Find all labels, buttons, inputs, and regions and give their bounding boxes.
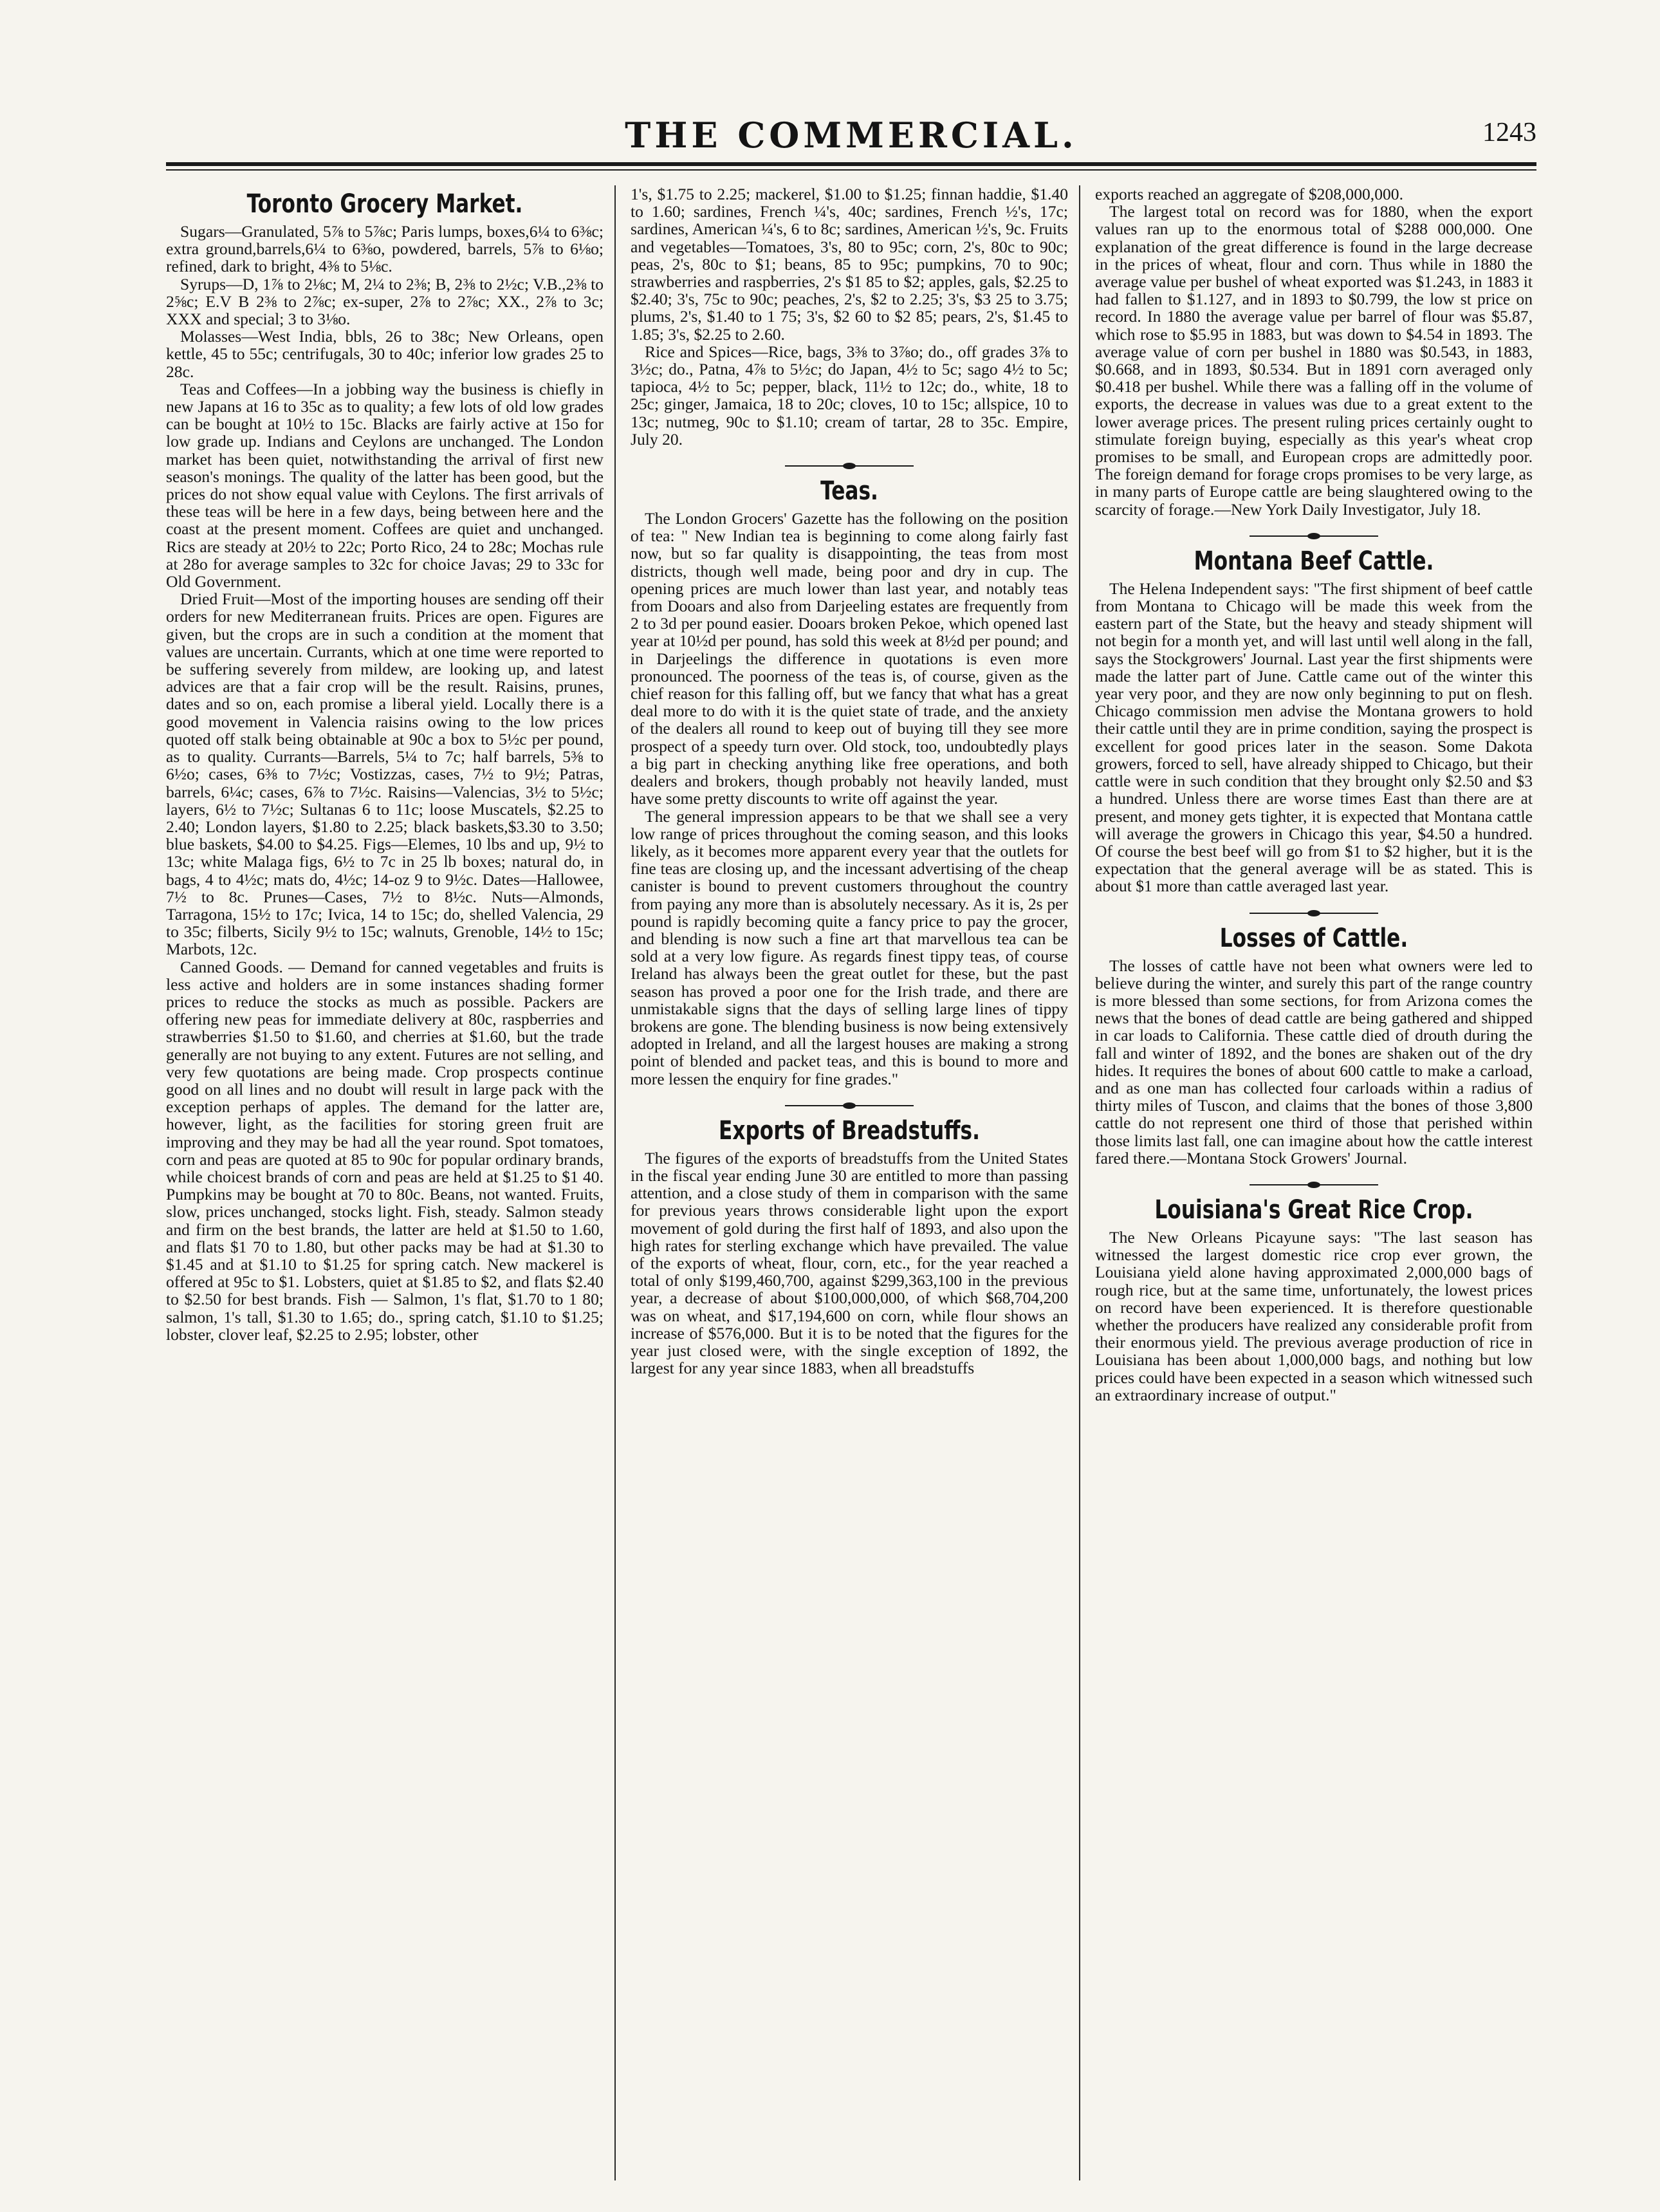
article-heading: Exports of Breadstuffs. <box>719 1115 980 1146</box>
paragraph: Rice and Spices—Rice, bags, 3⅜ to 3⅞o; do., off grades 3⅞ to 3½c; do., Patna, 4⅞ to 5½c; do Japan, 4½ to 5c; sago 4½ to 5c; tapioca, 4½ to 5c; pepper, black, 11½ to 12c; do., white, 18 to 25c; ginger, Jamaica, 18 to 20c; cloves, 10 to 15c; allspice, 10 to 13c; nutmeg, 90c to $1.10; cream of tartar, 28 to 35c. Empire, July 20. <box>631 342 1068 449</box>
header-rule-thin <box>166 169 1536 171</box>
paragraph: The figures of the exports of breadstuffs from the United States in the fiscal year ending June 30 are entitled to more than passing attention, and a close study of them in comparison with the same for previous years throws considerable light upon the export movement of gold during the first half of 1893, and also upon the high rates for sterling exchange which have prevailed. The value of the exports of wheat, flour, corn, etc., for the year reached a total of only $199,460,700, against $299,363,100 in the previous year, a decrease of about $100,000,000, of which $68,704,200 was on wheat, and $17,194,600 on corn, while flour shows an increase of $576,000. But it is to be noted that the figures for the year just closed were, with the single exception of 1892, the largest for any year since 1883, when all breadstuffs <box>631 1148 1068 1378</box>
paragraph: exports reached an aggregate of $208,000,000. <box>1095 185 1403 203</box>
column-divider <box>1079 185 1080 2180</box>
paragraph: The New Orleans Picayune says: "The last season has witnessed the largest domestic rice crop ever grown, the Louisiana yield alone having approximated 2,000,000 bags of rough rice, but at the same time, unfortunately, the lowest prices on record have been experienced. It is therefore questionable whether the producers have realized any considerable profit from their enormous yield. The previous average production of rice in Louisiana has been about 1,000,000 bags, and nothing but low prices could have been expected in a season which witnessed such an extraordinary increase of output." <box>1095 1227 1533 1404</box>
paragraph: Molasses—West India, bbls, 26 to 38c; New Orleans, open kettle, 45 to 55c; centrifugals, 30 to 40c; inferior low grades 25 to 28c. <box>166 327 604 381</box>
paragraph: Dried Fruit—Most of the importing houses are sending off their orders for new Mediterranean fruits. Prices are open. Figures are given, but the crops are in such a condition at the moment that values are uncertain. Currants, which at one time were reported to be suffering severely from mildew, are looking up, and latest advices are that a fair crop will be the result. Raisins, prunes, dates and so on, each promise a liberal yield. Locally there is a good movement in Valencia raisins owing to the low prices quoted off stalk being obtainable at 90c a box to 5½c per pound, as to quality. Currants—Barrels, 5¼ to 7c; half barrels, 5⅜ to 6½o; cases, 6⅜ to 7½c; Vostizzas, cases, 7½ to 9½; Patras, barrels, 6¼c; cases, 6⅞ to 7½c. Raisins—Valencias, 3½ to 5½c; layers, 6½ to 7½c; Sultanas 6 to 11c; loose Muscatels, $2.25 to 2.40; London layers, $1.80 to 2.25; black baskets,$3.30 to 3.50; blue baskets, $4.00 to $4.25. Figs—Elemes, 10 lbs and up, 9½ to 13c; white Malaga figs, 6½ to 7c in 25 lb boxes; natural do, in bags, 4 to 4½c; mats do, 4½c; 14-oz 9 to 9½c. Dates—Hallowee, 7½ to 8c. Prunes—Cases, 7½ to 8½c. Nuts—Almonds, Tarragona, 15½ to 17c; Ivica, 14 to 15c; do, shelled Valencia, 29 to 35c; filberts, Sicily 9½ to 15c; walnuts, Grenoble, 14½ to 15c; Marbots, 12c. <box>166 590 604 959</box>
section-separator <box>1250 909 1378 917</box>
column-3 <box>1095 185 1533 2180</box>
paragraph: The losses of cattle have not been what owners were led to believe during the winter, and surely this part of the range country is more blessed than some sections, for from Arizona comes the news that the bones of dead cattle are being gathered and shipped in car loads to California. These cattle died of drouth during the fall and winter of 1892, and the bones are shaken out of the dry hides. It requires the bones of about 600 cattle to make a carload, and as one man has collected four carloads within a radius of thirty miles of Tuscon, and claims that the bones of those 3,800 cattle do not represent one third of those that perished within those limits last fall, one can imagine about how the cattle interest fared there.—Montana Stock Growers' Journal. <box>1095 956 1533 1167</box>
paragraph: Syrups—D, 1⅞ to 2⅛c; M, 2¼ to 2⅜; B, 2⅜ to 2½c; V.B.,2⅜ to 2⅝c; E.V B 2⅜ to 2⅞c; ex-super, 2⅞ to 2⅞c; XX., 2⅞ to 3c; XXX and special; 3 to 3⅛o. <box>166 274 604 329</box>
header-rule-thick <box>166 162 1536 166</box>
article-heading: Toronto Grocery Market. <box>246 189 523 219</box>
column-2 <box>631 185 1068 2180</box>
paragraph: Teas and Coffees—In a jobbing way the business is chiefly in new Japans at 16 to 35c as to quality; a few lots of old low grades can be bought at 10½ to 15c. Blacks are fairly active at 15o for low grade up. Indians and Ceylons are unchanged. The London market has been quiet, notwithstanding the arrival of first new season's monings. The quality of the latter has been good, but the prices do not show equal value with Ceylons. The first arrivals of these teas will be here in a few days, being between here and the coast at the present moment. Coffees are quiet and unchanged. Rics are steady at 20½ to 22c; Porto Rico, 24 to 28c; Mochas rule at 28o for average samples to 32c for choice Javas; 29 to 33c for Old Government. <box>166 379 604 591</box>
section-separator <box>785 462 914 470</box>
column-1 <box>166 185 604 2180</box>
article-heading: Teas. <box>820 476 878 507</box>
page-number: 1243 <box>1482 118 1536 147</box>
masthead <box>166 115 1536 160</box>
paragraph: The general impression appears to be that we shall see a very low range of prices throughout the coming season, and this looks likely, as it becomes more apparent every year that the outlets for fine teas are closing up, and the incessant advertising of the cheap canister is bound to prevent customers throughout the country from paying any more than is absolutely necessary. As it is, 2s per pound is rapidly becoming quite a fancy price to pay the grocer, and blending is now such a fine art that marvellous tea can be sold at a very low figure. As regards finest tippy teas, of course Ireland has always been the great outlet for these, but the past season has proved a poor one for the Irish trade, and there are unmistakable signs that the days of selling large lines of tippy brokens are gone. The blending business is now being extensively adopted in Ireland, and all the largest houses are making a strong point of blended and packet teas, and this is bound to more and more lessen the enquiry for fine grades." <box>631 806 1068 1088</box>
column-divider <box>614 185 616 2180</box>
paragraph: The London Grocers' Gazette has the following on the position of tea: " New Indian tea is beginning to come along fairly fast now, but so far quality is disappointing, the teas from most districts, though well made, being poor and dry in cup. The opening prices are much lower than last year, and notably teas from Dooars and also from Darjeeling estates are frequently from 2 to 3d per pound easier. Dooars broken Pekoe, which opened last year at 10½d per pound, has sold this week at 8½d per pound; and in Darjeelings the difference in quotations is even more pronounced. The poorness of the teas is, of course, given as the chief reason for this falling off, but we fancy that what has a great deal more to do with it is the quiet state of trade, and the anxiety of the dealers all round to keep out of buying till they see more prospect of a speedy turn over. Old stock, too, undoubtedly plays a big part in checking anything like free operations, and both dealers and brokers, though probably not heavily landed, must have some pretty discounts to write off against the year. <box>631 509 1068 808</box>
newspaper-title: THE COMMERCIAL. <box>625 115 1078 156</box>
section-separator <box>1250 532 1378 540</box>
paragraph: Canned Goods. — Demand for canned vegetables and fruits is less active and holders are in some instances shading former prices to reduce the stocks as much as possible. Packers are offering new peas for immediate delivery at 80c, raspberries and strawberries $1.50 to $1.60, and cherries at $1.60, but the trade generally are not buying to any extent. Futures are not selling, and very few quotations are being made. Crop prospects continue good on all lines and no doubt will result in large pack with the exception perhaps of apples. The demand for the latter are, however, light, as the facilities for storing green fruit are improving and they may be had all the year round. Spot tomatoes, corn and peas are quoted at 85 to 90c for popular ordinary brands, while choicest brands of corn and peas are held at $1.25 to $1 40. Pumpkins may be bought at 70 to 80c. Beans, not wanted. Fruits, slow, prices unchanged, stocks light. Fish, steady. Salmon steady and firm on the best brands, the latter are held at $1.50 to 1.60, and flats $1 70 to 1.80, but other packs may be had at $1.30 to $1.45 and at $1.10 to $1.25 for spring catch. New mackerel is offered at 95c to $1. Lobsters, quiet at $1.85 to $2, and flats $2.40 to $2.50 for best brands. Fish — Salmon, 1's flat, $1.70 to 1 80; salmon, 1's tall, $1.30 to 1.65; do., spring catch, $1.10 to $1.25; lobster, clover leaf, $2.25 to 2.95; lobster, other <box>166 957 604 1344</box>
paragraph: The Helena Independent says: "The first shipment of beef cattle from Montana to Chicago will be made this week from the eastern part of the State, but the heavy and steady shipment will not begin for a month yet, and will last until well along in the fall, says the Stockgrowers' Journal. Last year the first shipments were made the latter part of June. Cattle came out of the winter this year very poor, and they are now only beginning to put on flesh. Chicago commission men advise the Montana growers to hold their cattle until they are in prime condition, saying the prospect is excellent for good prices later in the season. Some Dakota growers, forced to sell, have already shipped to Chicago, but their cattle were in such condition that they brought only $2.50 and $3 a hundred. Unless there are worse times East than there are at present, and money gets tighter, it is expected that Montana cattle will average the growers in Chicago this year, $4.50 a hundred. Of course the best beef will go from $1 to $2 higher, but it is the expectation that the general average will be as stated. This is about $1 more than cattle averaged last year. <box>1095 579 1533 896</box>
article-heading: Montana Beef Cattle. <box>1194 546 1434 576</box>
paragraph: Sugars—Granulated, 5⅞ to 5⅞c; Paris lumps, boxes,6¼ to 6⅜c; extra ground,barrels,6¼ to 6⅜o, powdered, barrels, 5⅞ to 6⅛o; refined, dark to bright, 4⅜ to 5⅛c. <box>166 222 604 276</box>
paragraph: The largest total on record was for 1880, when the export values ran up to the enormous total of $288 000,000. One explanation of the great difference is found in the large decrease in the prices of wheat, flour and corn. Thus while in 1880 the average value per bushel of wheat exported was $1.243, in 1883 it had fallen to $1.127, and in 1893 to $0.799, the low st price on record. In 1880 the average value per barrel of flour was $5.87, which rose to $5.95 in 1883, but was down to $4.54 in 1893. The average value of corn per bushel in 1880 was $0.543, in 1883, $0.668, and in 1893, $0.534. But in 1891 corn averaged only $0.418 per bushel. While there was a falling off in the volume of exports, the decrease in values was due to a great extent to the lower average prices. The present ruling prices certainly ought to stimulate foreign buying, especially as this year's wheat crop promises to be small, and European crops are admittedly poor. The foreign demand for forage crops promises to be very large, as in many parts of Europe cattle are being slaughtered owing to the scarcity of forage.—New York Daily Investigator, July 18. <box>1095 202 1533 519</box>
paragraph: 1's, $1.75 to 2.25; mackerel, $1.00 to $1.25; finnan haddie, $1.40 to 1.60; sardines, French ¼'s, 40c; sardines, French ½'s, 17c; sardines, American ¼'s, 6 to 8c; sardines, American ½'s, 9c. Fruits and vegetables—Tomatoes, 3's, 80 to 95c; corn, 2's, 80c to 90c; peas, 2's, 80c to $1; beans, 85 to 95c; pumpkins, 70 to 90c; strawberries and raspberries, 2's $1 85 to $2; apples, gals, $2.25 to $2.40; 3's, 75c to 90c; peaches, 2's, $2 to 2.25; 3's, $3 25 to 3.75; plums, 2's, $1.40 to 1 75; 3's, $2 60 to $2 85; pears, 2's, $1.45 to 1.85; 3's, $2.25 to 2.60. <box>631 185 1068 344</box>
article-heading: Losses of Cattle. <box>1219 923 1408 953</box>
article-heading: Louisiana's Great Rice Crop. <box>1154 1194 1473 1225</box>
section-separator <box>785 1102 914 1110</box>
section-separator <box>1250 1181 1378 1189</box>
